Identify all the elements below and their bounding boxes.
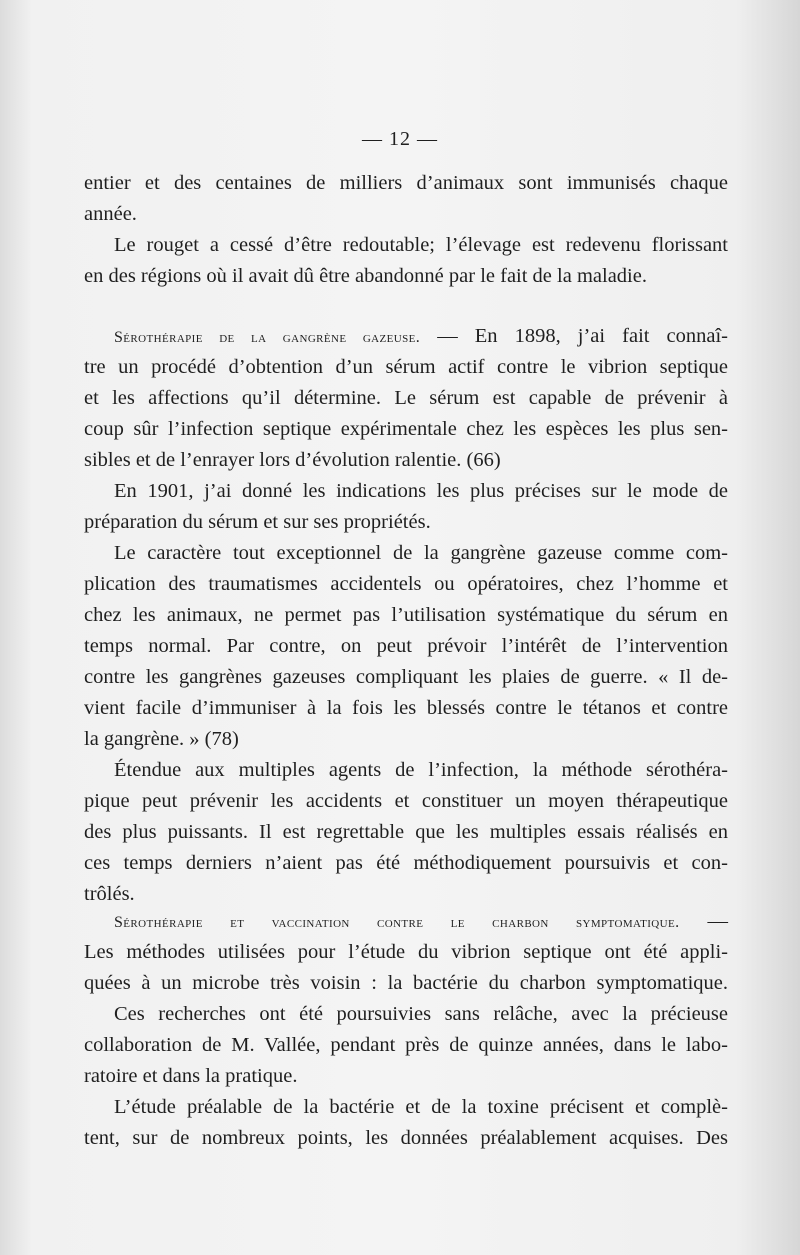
text-line: L’étude préalable de la bactérie et de la toxine précisent et complè- <box>114 1096 728 1118</box>
text-line: Le caractère tout exceptionnel de la gangrène gazeuse comme com- <box>114 542 728 564</box>
text-line: tre un procédé d’obtention d’un sérum actif contre le vibrion septique <box>84 356 728 378</box>
text-line: Ces recherches ont été poursuivies sans relâche, avec la précieuse <box>114 1003 728 1025</box>
text-line: collaboration de M. Vallée, pendant près de quinze années, dans le labo- <box>84 1034 728 1056</box>
text-line: contre les gangrènes gazeuses compliquant les plaies de guerre. « Il de- <box>84 666 728 688</box>
section-heading: Sérothérapie et vaccination contre le charbon symptomatique. <box>114 914 680 931</box>
text-line: année. <box>84 203 137 225</box>
page-number: — 12 — <box>362 128 438 150</box>
text-line: pique peut prévenir les accidents et constituer un moyen thérapeutique <box>84 790 728 812</box>
text-line: entier et des centaines de milliers d’animaux sont immunisés chaque <box>84 172 728 194</box>
text-line: coup sûr l’infection septique expérimentale chez les espèces les plus sen- <box>84 418 728 440</box>
text-line: la gangrène. » (78) <box>84 728 239 750</box>
section-heading: Sérothérapie de la gangrène gazeuse. <box>114 329 421 346</box>
text-line: tent, sur de nombreux points, les données préalablement acquises. Des <box>84 1127 728 1149</box>
text-line: vient facile d’immuniser à la fois les blessés contre le tétanos et contre <box>84 697 728 719</box>
text-line: Le rouget a cessé d’être redoutable; l’élevage est redevenu florissant <box>114 234 728 256</box>
text-line: En 1901, j’ai donné les indications les plus précises sur le mode de <box>114 480 728 502</box>
text-line: Étendue aux multiples agents de l’infection, la méthode sérothéra- <box>114 759 728 781</box>
section-charbon <box>84 906 728 1154</box>
section-heading-line <box>84 321 728 352</box>
text-line: temps normal. Par contre, on peut prévoir l’intérêt de l’intervention <box>84 635 728 657</box>
text-line: ratoire et dans la pratique. <box>84 1065 298 1087</box>
section-gangrene <box>84 321 728 910</box>
text-line: préparation du sérum et sur ses propriétés. <box>84 511 431 533</box>
text-line: Les méthodes utilisées pour l’étude du vibrion septique ont été appli- <box>84 941 728 963</box>
text-line: plication des traumatismes accidentels ou opératoires, chez l’homme et <box>84 573 728 595</box>
text-line: quées à un microbe très voisin : la bactérie du charbon symptomatique. <box>84 972 728 994</box>
text-line: et les affections qu’il détermine. Le sérum est capable de prévenir à <box>84 387 728 409</box>
text-line: des plus puissants. Il est regrettable que les multiples essais réalisés en <box>84 821 728 843</box>
text-line: chez les animaux, ne permet pas l’utilisation systématique du sérum en <box>84 604 728 626</box>
section-heading-line <box>84 906 728 937</box>
text-line: trôlés. <box>84 883 135 905</box>
section-heading-tail: — <box>679 910 729 932</box>
text-line: en des régions où il avait dû être abandonné par le fait de la maladie. <box>84 265 647 287</box>
section-heading-tail: — En 1898, j’ai fait connaî- <box>420 325 728 347</box>
text-line: ces temps derniers n’aient pas été méthodiquement poursuivis et con- <box>84 852 728 874</box>
text-line: sibles et de l’enrayer lors d’évolution ralentie. (66) <box>84 449 501 471</box>
paragraph-intro <box>84 168 728 292</box>
